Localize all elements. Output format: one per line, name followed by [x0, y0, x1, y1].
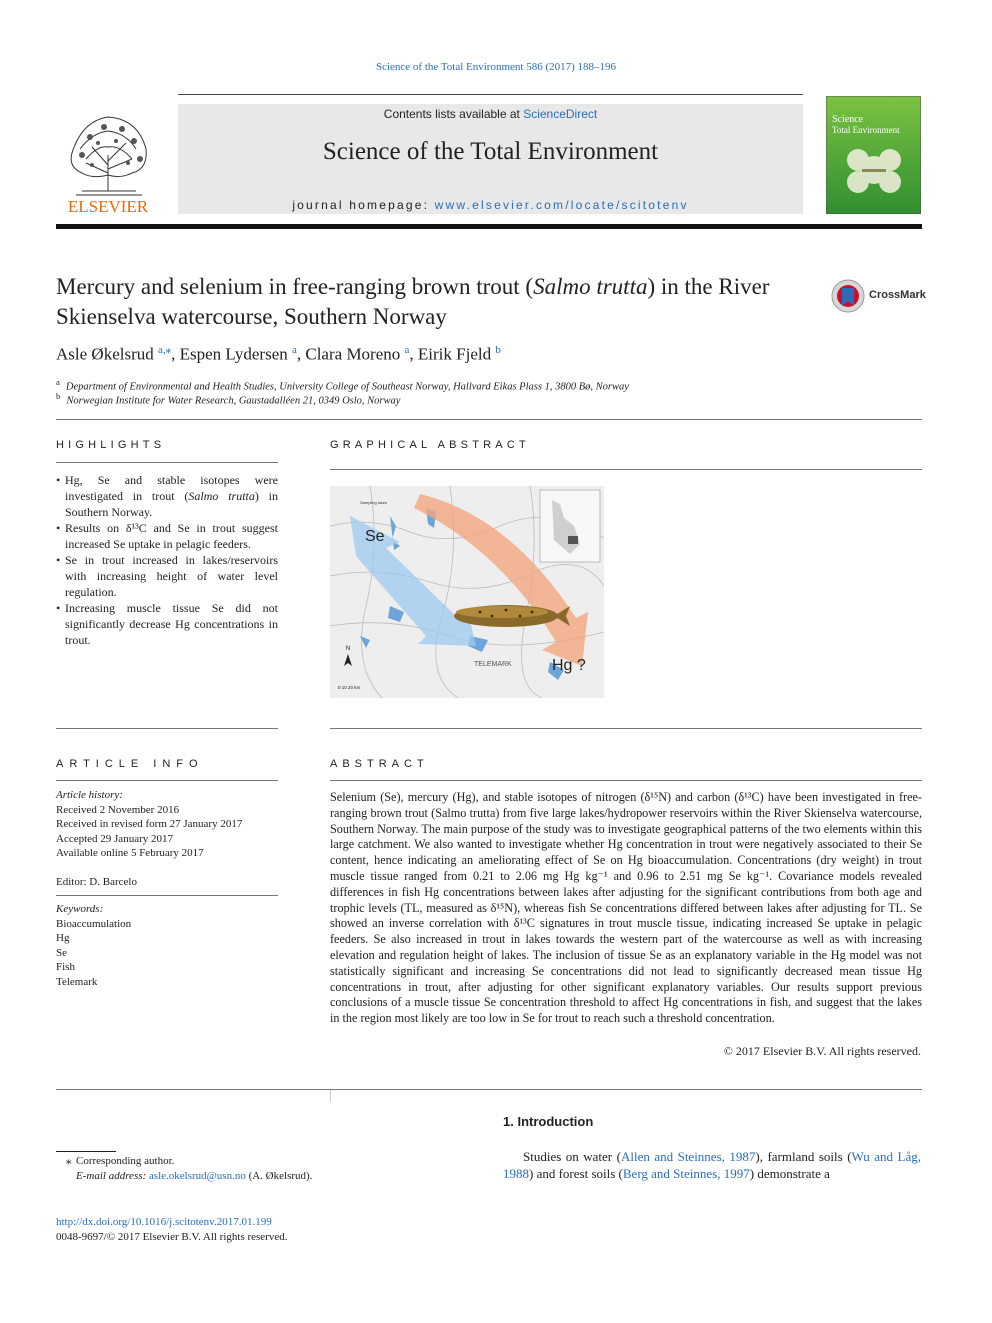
highlights-list — [56, 472, 278, 648]
abstract-copyright: © 2017 Elsevier B.V. All rights reserved. — [723, 1044, 921, 1058]
highlights-rule — [56, 462, 278, 463]
editor-line: Editor: D. Barcelo — [56, 875, 137, 888]
corresponding-author-note: Corresponding author. — [76, 1155, 175, 1167]
author-affiliation-marker[interactable]: a — [404, 344, 410, 356]
author-name[interactable]: Clara Moreno — [305, 344, 401, 364]
history-item: Accepted 29 January 2017 — [56, 832, 173, 845]
abstract-text: Selenium (Se), mercury (Hg), and stable isotopes of nitrogen (δ¹⁵N) and carbon (δ¹³C) have been investigated in free-ranging brown trout (Salmo trutta) from five large lakes/hydropower reservoirs within the River Skienselva watercourse, Southern Norway. The main purpose of the study was to investigate geographical patterns of the two elements within this large catchment. We also wanted to investigate whether Hg concentration in trout were negatively associated to their Se content, hence indicating an ameliorating effect of Se on Hg bioaccumulation. Concentrations (dry weight) in trout muscle tissue ranged from 0.21 to 2.06 mg Hg kg⁻¹ and 0.96 to 2.51 mg Se kg⁻¹. Covariance models revealed differences in fish Hg concentrations between lakes after adjusting for the significant contributions from both age and trophic levels (TL, measured as δ¹⁵N), whereas fish Se concentrations differed between lakes after adjusting for TL. Se showed an inverse correlation with δ¹³C signatures in trout muscle tissue, indicating increased Se uptake in pelagic feeders. Se also increased in trout in lakes towards the western part of the watercourse as well as with increasing elevation and regulation height of lakes. The inclusion of tissue Se as an explanatory variable in the Hg model was not statistically significant and increasing Se concentrations did not lead to significantly decreased mean tissue Hg concentrations in trout, after adjusting for other significant explanatory variables. Our results support previous conclusions of a muscle tissue Se concentration threshold to affect Hg concentrations in fish, and suggest that the lakes in the region most likely are too low in Se for trout to reach such a threshold concentration. — [330, 790, 922, 1026]
author-name[interactable]: Espen Lydersen — [179, 344, 288, 364]
scale-bar-label: 0 10 20 km — [338, 685, 361, 690]
history-item: Received in revised form 27 January 2017 — [56, 818, 243, 830]
abstract-rule-top — [330, 728, 922, 729]
highlight-item: • Results on δ¹³C and Se in trout suggest increased Se uptake in pelagic feeders. — [56, 520, 278, 552]
author-affiliation-marker[interactable]: b — [495, 344, 501, 356]
keyword: Telemark — [56, 975, 98, 988]
keywords-label: Keywords: — [56, 903, 104, 915]
map-legend: Sampling lakes — [360, 500, 388, 505]
highlight-item: • Hg, Se and stable isotopes were investigated in trout (Salmo trutta) in Southern Norway. — [56, 472, 278, 520]
info-rule-top — [56, 728, 278, 729]
introduction-heading: 1. Introduction — [503, 1114, 594, 1129]
sciencedirect-link[interactable]: ScienceDirect — [523, 107, 598, 121]
author-list: Asle Økelsrud $^{a,⁎}$, Espen Lydersen $^a$, Clara Moreno $^a$, Eirik Fjeld $^b$ — [56, 344, 501, 364]
se-label: Se — [365, 528, 385, 545]
keyword: Fish — [56, 961, 75, 973]
svg-text:Science: Science — [832, 114, 864, 125]
author-name[interactable]: Eirik Fjeld — [417, 344, 492, 364]
affiliation-b: $^b$ Norwegian Institute for Water Research, Gaustadalléen 21, 0349 Oslo, Norway — [56, 391, 401, 407]
citation-link[interactable]: Wu and Låg, 1988 — [503, 1149, 922, 1181]
article-title: Mercury and selenium in free-ranging brown trout (Salmo trutta) in the River Skienselva watercourse, Southern Norway — [56, 274, 770, 329]
section-rule — [56, 419, 922, 420]
keyword: Bioaccumulation — [56, 917, 132, 930]
keyword: Se — [56, 946, 67, 959]
article-info-rule — [56, 780, 278, 781]
graphical-abstract-map[interactable] — [330, 486, 604, 698]
history-label: Article history: — [56, 789, 123, 801]
doi-block — [56, 1215, 356, 1245]
crossmark-badge[interactable] — [830, 278, 925, 314]
journal-homepage-line: journal homepage: www.elsevier.com/locate/scitotenv — [292, 198, 689, 212]
article-info — [56, 788, 278, 989]
crossmark-label: CrossMark — [869, 289, 926, 301]
issn-line: 0048-9697/© 2017 Elsevier B.V. All rights reserved. — [56, 1231, 288, 1243]
highlight-item: • Increasing muscle tissue Se did not significantly decrease Hg concentrations in trout. — [56, 600, 278, 648]
affiliation-a: $^a$ Department of Environmental and Health Studies, University College of Southeast Norway, Hallvard Eikas Plass 1, 3800 Bø, Norway — [56, 377, 629, 393]
journal-homepage-link[interactable]: www.elsevier.com/locate/scitotenv — [434, 198, 689, 212]
citation-link[interactable]: Berg and Steinnes, 1997 — [622, 1166, 750, 1181]
journal-citation[interactable]: Science of the Total Environment 586 (2017) 188–196 — [375, 61, 617, 73]
column-separator — [330, 1090, 331, 1102]
contents-line: Contents lists available at ScienceDirect — [383, 107, 598, 121]
doi-link[interactable]: http://dx.doi.org/10.1016/j.scitotenv.2017.01.199 — [56, 1216, 272, 1228]
journal-title: Science of the Total Environment — [322, 138, 659, 165]
keyword: Hg — [56, 932, 70, 944]
highlights-heading: HIGHLIGHTS — [56, 439, 166, 451]
footnote-rule — [56, 1151, 116, 1152]
header-thick-rule — [56, 224, 922, 229]
citation-link[interactable]: Allen and Steinnes, 1987 — [620, 1149, 756, 1164]
hg-label: Hg ? — [552, 657, 586, 674]
author-affiliation-marker[interactable]: a,⁎ — [157, 344, 172, 356]
history-item: Available online 5 February 2017 — [56, 847, 204, 859]
author-name[interactable]: Asle Økelsrud — [56, 344, 154, 364]
email-link[interactable]: asle.okelsrud@usn.no — [148, 1170, 246, 1182]
article-info-heading: ARTICLE INFO — [56, 758, 204, 770]
highlight-item: • Se in trout increased in lakes/reservoirs with increasing height of water level regulation. — [56, 552, 278, 600]
footnotes: ⁎ Corresponding author. E-mail address: asle.okelsrud@usn.no (A. Økelsrud). — [66, 1155, 313, 1182]
elsevier-tree-logo[interactable] — [52, 103, 164, 215]
graphical-abstract-rule — [330, 469, 922, 470]
telemark-label: TELEMARK — [474, 661, 512, 668]
author-affiliation-marker[interactable]: a — [291, 344, 297, 356]
elsevier-wordmark: ELSEVIER — [67, 197, 149, 215]
journal-banner — [178, 104, 803, 214]
history-item: Received 2 November 2016 — [56, 803, 180, 816]
introduction-text: Studies on water (Allen and Steinnes, 1987), farmland soils (Wu and Låg, 1988) and forest soils (Berg and Steinnes, 1997) demonstrate a — [503, 1149, 922, 1181]
body-rule — [56, 1089, 922, 1090]
svg-text:Total Environment: Total Environment — [832, 125, 900, 135]
crossmark-icon — [830, 278, 866, 314]
journal-cover-thumbnail[interactable] — [826, 96, 921, 214]
abstract-heading: ABSTRACT — [330, 758, 429, 770]
graphical-abstract-heading: GRAPHICAL ABSTRACT — [330, 439, 530, 451]
header-rule — [178, 94, 803, 95]
abstract-rule — [330, 780, 922, 781]
north-label: N — [345, 646, 351, 652]
